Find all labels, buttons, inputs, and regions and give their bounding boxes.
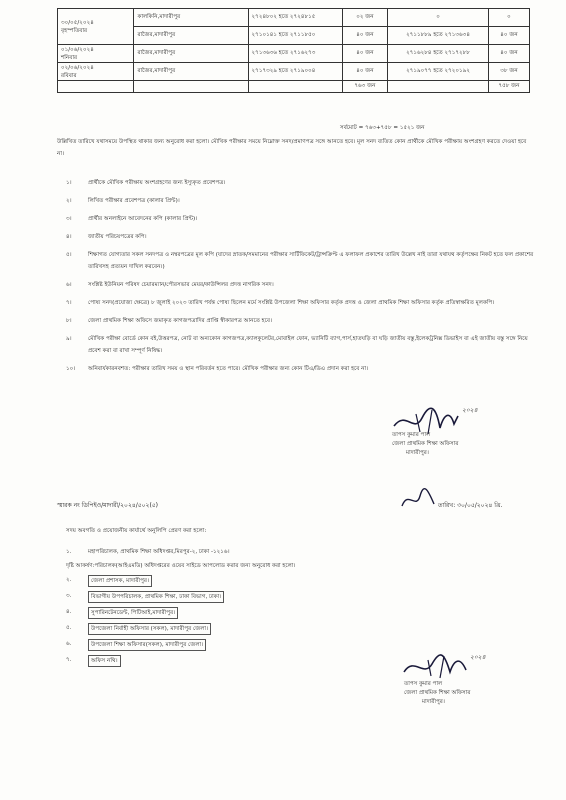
signatory-name: তাপস কুমার পাল <box>404 681 443 687</box>
memo-date: তারিখ: ৩০/০৫/২০২৪ খ্রি. <box>438 502 503 509</box>
item-number: ৪. <box>66 609 72 615</box>
item-text: জেলা প্রশাসক, মাদারীপুর। <box>88 575 152 587</box>
list-item <box>66 231 536 243</box>
item-number: ৭. <box>66 657 72 663</box>
empty-cell <box>58 81 134 93</box>
list-item <box>66 333 536 357</box>
roll-range-cell: ২৭১১৮৮৯ হতে ২৭১৩৬৩৪ <box>388 27 489 45</box>
list-item <box>66 591 536 603</box>
intro-paragraph: উল্লিখিত তারিখে যথাসময়ে উপস্থিত থাকার জন্য অনুরোধ করা হলো। মৌখিক পরীক্ষার সময়ে নিম্নোক্ত সনদ/প্রমাণপত্র সঙ্গে আনতে হবে। মূল সনদ ব্যতিত কোন প্রার্থীকে মৌখিক পরীক্ষায় অংশগ্রহণ করতে দেওয়া হবে না। <box>57 139 527 157</box>
item-number: ৮। <box>66 318 72 324</box>
empty-cell <box>248 81 342 93</box>
item-number: ২। <box>66 198 72 204</box>
item-number: ৪। <box>66 234 72 240</box>
item-number: ১. <box>66 549 72 555</box>
item-number: ৬. <box>66 641 72 647</box>
roll-range-cell: ০ <box>388 9 489 27</box>
item-text: বিভাগীয় উপপরিচালক, প্রাথমিক শিক্ষা, ঢাকা বিভাগ, ঢাকা। <box>88 591 224 603</box>
list-item <box>66 575 536 587</box>
list-item <box>44 561 536 571</box>
roll-range-cell: ২৭১৩৬৩৬ হতে ২৭১৬২৭৩ <box>248 45 342 63</box>
count-cell: ৪০ জন <box>342 63 387 81</box>
subtotal-a: ৭৬৩ জন <box>342 81 387 93</box>
roll-range-cell: ২৭১৯০৭৭ হতে ২৭২০১৯২ <box>388 63 489 81</box>
item-number: ১০। <box>66 366 76 372</box>
signature-scrawl: ২০২৪ <box>462 407 478 414</box>
list-item <box>66 363 536 375</box>
signatory-designation: জেলা প্রাথমিক শিক্ষা অফিসার <box>392 441 459 447</box>
signatory-designation: জেলা প্রাথমিক শিক্ষা অফিসার <box>404 690 471 696</box>
date-text: ০১/০৬/২০২৪ <box>61 46 94 53</box>
table-row <box>58 63 530 81</box>
item-text: মহাপরিচালক, প্রাথমিক শিক্ষা অধিদপ্তর,মিরপুর-২, ঢাকা -১২১৬। <box>88 549 230 555</box>
item-text: সংশ্লিষ্ট ইউনিয়ন পরিষদ চেয়ারম্যান/পৌরসভার মেয়র/কাউন্সিলর প্রদত্ত নাগরিক সনদ। <box>88 282 274 288</box>
day-text: শনিবার <box>61 54 78 61</box>
list-item <box>66 547 536 557</box>
signature-block <box>392 431 458 458</box>
signature-scrawl: ২০২৪ <box>470 654 486 661</box>
center-cell: রাজৈর,মাদারীপুর <box>134 45 248 63</box>
center-cell: রাজৈর,মাদারীপুর <box>134 63 248 81</box>
day-text: রবিবার <box>61 72 77 79</box>
list-item <box>66 177 536 189</box>
list-item <box>66 315 536 327</box>
count-cell: ০ <box>488 9 529 27</box>
signatory-office: মাদারীপুর। <box>422 699 445 705</box>
item-text: মৌখিক পরীক্ষা বোর্ডে কোন বই,উত্তরপত্র, নোট বা অন্যকোন কাগজপত্র,ক্যালকুলেটর,মোবাইল ফোন, ভ্যানিটি ব্যাগ,পার্স,হাতঘড়ি বা ঘড়ি জাতীয় বস্তু,ইলেকট্রনিক্স ডিভাইস বা এই জাতীয় বস্তু সঙ্গে নিয়ে প্রবেশ করা বা রাখা সম্পূর্ণ নিষিদ্ধ। <box>88 336 528 354</box>
roll-range-cell: ২৭২৪৮০২ হতে ২৭২৪৮১৫ <box>248 9 342 27</box>
item-number: ৬। <box>66 282 72 288</box>
item-text: জেলা প্রাথমিক শিক্ষা অফিসে জমাকৃত কাগজপত্রাদির প্রাপ্তি স্বীকারপত্র আনতে হবে। <box>88 318 272 324</box>
empty-cell <box>134 81 248 93</box>
item-text: শিক্ষাগত যোগ্যতার সকল সনদপত্র ও নম্বরপত্রের মূল কপি (যাদের স্নাতক/সমমানের পরীক্ষার সার্টিফিকেট/ট্রান্সক্রিপ্ট এ ফলাফল প্রকাশের তারিখ উল্লেখ নাই তারা যথাযথ কর্তৃপক্ষের নিকট হতে ফল প্রকাশের তারিখসহ প্রত্যয়ন দাখিল করবেন।) <box>88 252 534 270</box>
item-text: অফিস নথি। <box>88 655 121 667</box>
initials-signature <box>398 486 438 514</box>
count-cell: ৪০ জন <box>342 27 387 45</box>
subtotal-row <box>58 81 530 93</box>
item-number: ৭। <box>66 300 72 306</box>
grand-total: সর্বমোট = ৭৬৩+৭৫৮ = ১৫২১ জন <box>340 125 425 131</box>
count-cell: ০২ জন <box>342 9 387 27</box>
list-item <box>66 195 536 207</box>
memo-number: স্মারক নং ডিপিইও/মাদারী/২০২৪/৫০২(৫) <box>57 502 159 509</box>
date-cell <box>58 63 134 81</box>
signature-block <box>404 680 470 707</box>
signatory-name: তাপস কুমার পাল <box>392 432 431 438</box>
item-number: ৫. <box>66 625 72 631</box>
day-text: বৃহস্পতিবার <box>61 27 88 34</box>
item-text: সুপারিনটেনডেন্ট, পিটিআই,মাদারীপুর। <box>88 607 178 619</box>
center-cell: কালকিনি,মাদারীপুর <box>134 9 248 27</box>
count-cell: ৪০ জন <box>488 45 529 63</box>
item-number: ৩। <box>66 216 72 222</box>
list-item <box>66 213 536 225</box>
item-text: জাতীয় পরিচয়পত্রের কপি। <box>88 234 147 240</box>
date-text: ৩০/০৫/২০২৪ <box>61 19 94 26</box>
table-row <box>58 45 530 63</box>
item-text: পোষ্য সনদ(প্রযোজ্য ক্ষেত্রে) ৮ জুলাই ২০২৩ তারিখ পর্যন্ত পোষ্য ছিলেন মর্মে সংশ্লিষ্ট উপজেলা শিক্ষা অফিসার কর্তৃক প্রদত্ত ও জেলা প্রাথমিক শিক্ষা অফিসার কর্তৃক প্রতিস্বাক্ষরিত মূলকপি। <box>88 300 495 306</box>
item-text: প্রার্থীকে মৌখিক পরীক্ষায় অংশগ্রহণের জন্য ইস্যুকৃত প্রবেশপত্র। <box>88 180 226 186</box>
date-cell <box>58 9 134 45</box>
roll-range-cell: ২৭১০১৪১ হতে ২৭১১৮৫০ <box>248 27 342 45</box>
list-item <box>66 297 536 309</box>
roll-range-cell: ২৭১৭৩২৯ হতে ২৭১৯০০৪ <box>248 63 342 81</box>
signatory-office: মাদারীপুর। <box>406 450 429 456</box>
item-text: উপজেলা নির্বাহী অফিসার (সকল), মাদারীপুর জেলা। <box>88 623 211 635</box>
center-cell: রাজৈর,মাদারীপুর <box>134 27 248 45</box>
empty-cell <box>388 81 489 93</box>
date-cell <box>58 45 134 63</box>
item-text: দৃষ্টি আকর্ষণ:পরিচালক(আইএমডি) অধিদপ্তরের ওয়েব সাইডে আপলোড করার জন্য অনুরোধ করা হলো। <box>66 563 296 569</box>
item-number: ২. <box>66 577 72 583</box>
item-text: প্রার্থীর অনলাইনে আবেদনের কপি (কালার প্রিন্ট)। <box>88 216 198 222</box>
count-cell: ৪০ জন <box>488 27 529 45</box>
item-number: ৯। <box>66 336 72 342</box>
item-number: ৩. <box>66 593 72 599</box>
item-text: অনিবার্যকারনবশত: পরীক্ষার তারিখ সময় ও স্থান পরিবর্তন হতে পারে। মৌখিক পরীক্ষার জন্য কোন টিএ/ডিএ প্রদান করা হবে না। <box>88 366 369 372</box>
required-documents-list <box>66 177 536 381</box>
item-text: উপজেলা শিক্ষা অফিসার(সকল), মাদারীপুর জেলা। <box>88 639 206 651</box>
table-row <box>58 9 530 27</box>
item-text: লিখিত পরীক্ষার প্রবেশপত্র (কালার প্রিন্ট)। <box>88 198 180 204</box>
item-number: ১। <box>66 180 72 186</box>
cc-intro: সদয় অবগতি ও প্রয়োজনীয় কার্যার্থে অনুলিপি প্রেরণ করা হলো: <box>66 528 207 534</box>
item-number: ৫। <box>66 252 72 258</box>
schedule-table <box>57 8 530 93</box>
item-number <box>44 561 66 571</box>
list-item <box>66 249 536 273</box>
count-cell: ৪০ জন <box>342 45 387 63</box>
list-item <box>66 279 536 291</box>
list-item <box>66 607 536 619</box>
count-cell: ৩৮ জন <box>488 63 529 81</box>
subtotal-b: ৭৫৮ জন <box>488 81 529 93</box>
list-item <box>66 623 536 635</box>
date-text: ০২/০৬/২০২৪ <box>61 64 94 71</box>
roll-range-cell: ২৭১৬২৮৪ হতে ২৭১৭২৮৮ <box>388 45 489 63</box>
